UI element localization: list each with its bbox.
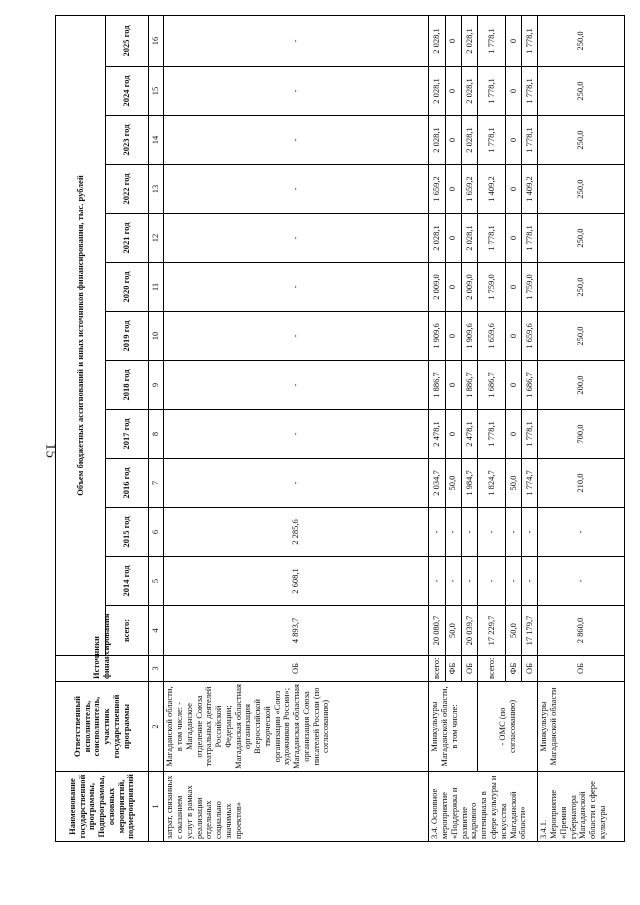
value-cell: 1 659,2 [429,165,445,214]
value-cell: 250,0 [538,116,625,165]
value-cell: 2 028,1 [461,116,477,165]
value-cell: 50,0 [505,606,521,656]
header-total: всего: [105,606,148,656]
value-cell: - [538,557,625,606]
row-executor: Минкультуры Магаданской области [538,682,625,772]
value-cell: 1 759,0 [478,263,506,312]
value-cell: 2 608,1 [164,557,429,606]
row-name: 3.4.1. Мероприятие «Премия губернатора Магаданской области в сфере культуры [538,772,625,842]
row-source: всего: [478,656,506,682]
value-cell: 2 028,1 [461,15,477,66]
value-cell: - [164,15,429,66]
value-cell: 1 686,7 [522,361,538,410]
value-cell: 50,0 [445,459,461,508]
column-number: 16 [149,15,164,66]
value-cell: 250,0 [538,67,625,116]
header-year: 2014 год [105,557,148,606]
header-year: 2015 год [105,508,148,557]
value-cell: 250,0 [538,263,625,312]
value-cell: 0 [505,116,521,165]
value-cell: 0 [445,67,461,116]
header-name: Наименование государственной программы, Подпрограммы, основных мероприятий, подмероприятий [56,772,149,842]
value-cell: 2 009,0 [461,263,477,312]
value-cell: - [445,508,461,557]
value-cell: 2 028,1 [429,67,445,116]
value-cell: 2 028,1 [429,116,445,165]
row-source: ОБ [522,656,538,682]
value-cell: 0 [445,410,461,459]
header-volume: Объем бюджетных ассигнований и иных источников финансирования, тыс. рублей [56,15,106,655]
value-cell: - [164,410,429,459]
financing-table [55,15,625,842]
row-source: ФБ [445,656,461,682]
column-number: 8 [149,410,164,459]
column-number-row [149,15,164,841]
value-cell: 0 [505,263,521,312]
row-name: 3.4. Основное мероприятие «Поддержка и развитие кадрового потенциала в сфере культуры и искусства Магаданской области» [429,772,538,842]
table-row [538,15,625,841]
value-cell: - [164,263,429,312]
value-cell: 2 028,1 [429,214,445,263]
value-cell: 210,0 [538,459,625,508]
value-cell: 1 409,2 [522,165,538,214]
row-source: ОБ [461,656,477,682]
column-number: 15 [149,67,164,116]
header-year: 2021 год [105,214,148,263]
value-cell: 20 039,7 [461,606,477,656]
value-cell: 0 [505,165,521,214]
value-cell: 17 229,7 [478,606,506,656]
header-source: Источники финансирования [56,656,149,682]
value-cell: 0 [505,410,521,459]
value-cell: 250,0 [538,214,625,263]
row-executor: Магаданской области, в том числе: - Магаданское отделение Союза театральных деятелей Российской Федерации; Магаданская областная организация Всероссийской творческой организации «Союз художников России»; Магаданская областная организация Союза писателей России (по согласованию) [164,682,429,772]
header-year: 2024 год [105,67,148,116]
row-source: ФБ [505,656,521,682]
value-cell: 1 778,1 [478,410,506,459]
value-cell: 0 [445,214,461,263]
value-cell: 1 778,1 [478,67,506,116]
value-cell: 0 [505,312,521,361]
value-cell: 250,0 [538,15,625,66]
value-cell: - [164,214,429,263]
value-cell: 1 659,6 [478,312,506,361]
value-cell: - [461,508,477,557]
value-cell: 1 778,1 [522,15,538,66]
rotated-table-wrapper [55,16,625,842]
value-cell: - [164,361,429,410]
row-name: затрат, связанных с оказанием услуг в рамках реализации отдельных социально значимых проектов» [164,772,429,842]
value-cell: 0 [445,263,461,312]
value-cell: 50,0 [505,459,521,508]
value-cell: 250,0 [538,312,625,361]
value-cell: 1 778,1 [522,67,538,116]
value-cell: 1 984,7 [461,459,477,508]
row-source: ОБ [538,656,625,682]
value-cell: 1 759,0 [522,263,538,312]
value-cell: 2 034,7 [429,459,445,508]
value-cell: - [522,557,538,606]
value-cell: - [538,508,625,557]
value-cell: 0 [505,361,521,410]
value-cell: 0 [505,67,521,116]
value-cell: 2 478,1 [429,410,445,459]
value-cell: - [478,557,506,606]
value-cell: 2 028,1 [429,15,445,66]
value-cell: 1 774,7 [522,459,538,508]
column-number: 10 [149,312,164,361]
header-year: 2022 год [105,165,148,214]
value-cell: 0 [445,116,461,165]
value-cell: 1 659,6 [522,312,538,361]
value-cell: 20 080,7 [429,606,445,656]
column-number: 5 [149,557,164,606]
table-row [164,15,429,841]
value-cell: 1 909,6 [429,312,445,361]
row-source: ОБ [164,656,429,682]
value-cell: 4 893,7 [164,606,429,656]
value-cell: 2 285,6 [164,508,429,557]
column-number: 2 [149,682,164,772]
value-cell: 1 886,7 [429,361,445,410]
value-cell: - [164,67,429,116]
row-executor: Минкультуры Магаданской области, в том числе: [429,682,478,772]
column-number: 3 [149,656,164,682]
column-number: 11 [149,263,164,312]
value-cell: 0 [505,214,521,263]
value-cell: 1 778,1 [522,214,538,263]
value-cell: - [505,508,521,557]
value-cell: 0 [445,312,461,361]
value-cell: - [505,557,521,606]
table-stage [55,0,625,905]
value-cell: 2 860,0 [538,606,625,656]
header-year: 2025 год [105,15,148,66]
value-cell: 1 778,1 [478,15,506,66]
header-year: 2020 год [105,263,148,312]
value-cell: 2 009,0 [429,263,445,312]
table-row [429,15,445,841]
value-cell: 1 824,7 [478,459,506,508]
header-year: 2018 год [105,361,148,410]
column-number: 14 [149,116,164,165]
header-year: 2016 год [105,459,148,508]
value-cell: - [429,508,445,557]
value-cell: 1 686,7 [478,361,506,410]
value-cell: 1 909,6 [461,312,477,361]
value-cell: - [461,557,477,606]
header-executor: Ответственный исполнитель, соисполнитель, участник государственной программы [56,682,149,772]
value-cell: - [164,459,429,508]
value-cell: 1 778,1 [478,214,506,263]
value-cell: 0 [445,361,461,410]
value-cell: - [445,557,461,606]
value-cell: 200,0 [538,361,625,410]
column-number: 9 [149,361,164,410]
value-cell: 2 028,1 [461,67,477,116]
value-cell: - [478,508,506,557]
value-cell: 17 179,7 [522,606,538,656]
value-cell: 2 478,1 [461,410,477,459]
value-cell: 1 778,1 [522,410,538,459]
value-cell: 0 [505,15,521,66]
value-cell: - [429,557,445,606]
row-source: всего: [429,656,445,682]
value-cell: 0 [445,15,461,66]
value-cell: - [164,312,429,361]
header-year: 2019 год [105,312,148,361]
header-year: 2017 год [105,410,148,459]
column-number: 12 [149,214,164,263]
column-number: 6 [149,508,164,557]
value-cell: - [164,165,429,214]
column-number: 4 [149,606,164,656]
table-row [478,15,506,841]
value-cell: 1 778,1 [478,116,506,165]
column-number: 7 [149,459,164,508]
value-cell: 250,0 [538,165,625,214]
value-cell: 1 886,7 [461,361,477,410]
value-cell: - [522,508,538,557]
value-cell: 1 409,2 [478,165,506,214]
value-cell: 2 028,1 [461,214,477,263]
value-cell: 50,0 [445,606,461,656]
column-number: 1 [149,772,164,842]
row-executor-sub: - ОМС (по согласованию) [478,682,538,772]
header-year: 2023 год [105,116,148,165]
page-number: 15 [42,443,59,458]
header-row-1 [56,15,106,841]
value-cell: - [164,116,429,165]
value-cell: 700,0 [538,410,625,459]
value-cell: 1 659,2 [461,165,477,214]
value-cell: 1 778,1 [522,116,538,165]
column-number: 13 [149,165,164,214]
value-cell: 0 [445,165,461,214]
